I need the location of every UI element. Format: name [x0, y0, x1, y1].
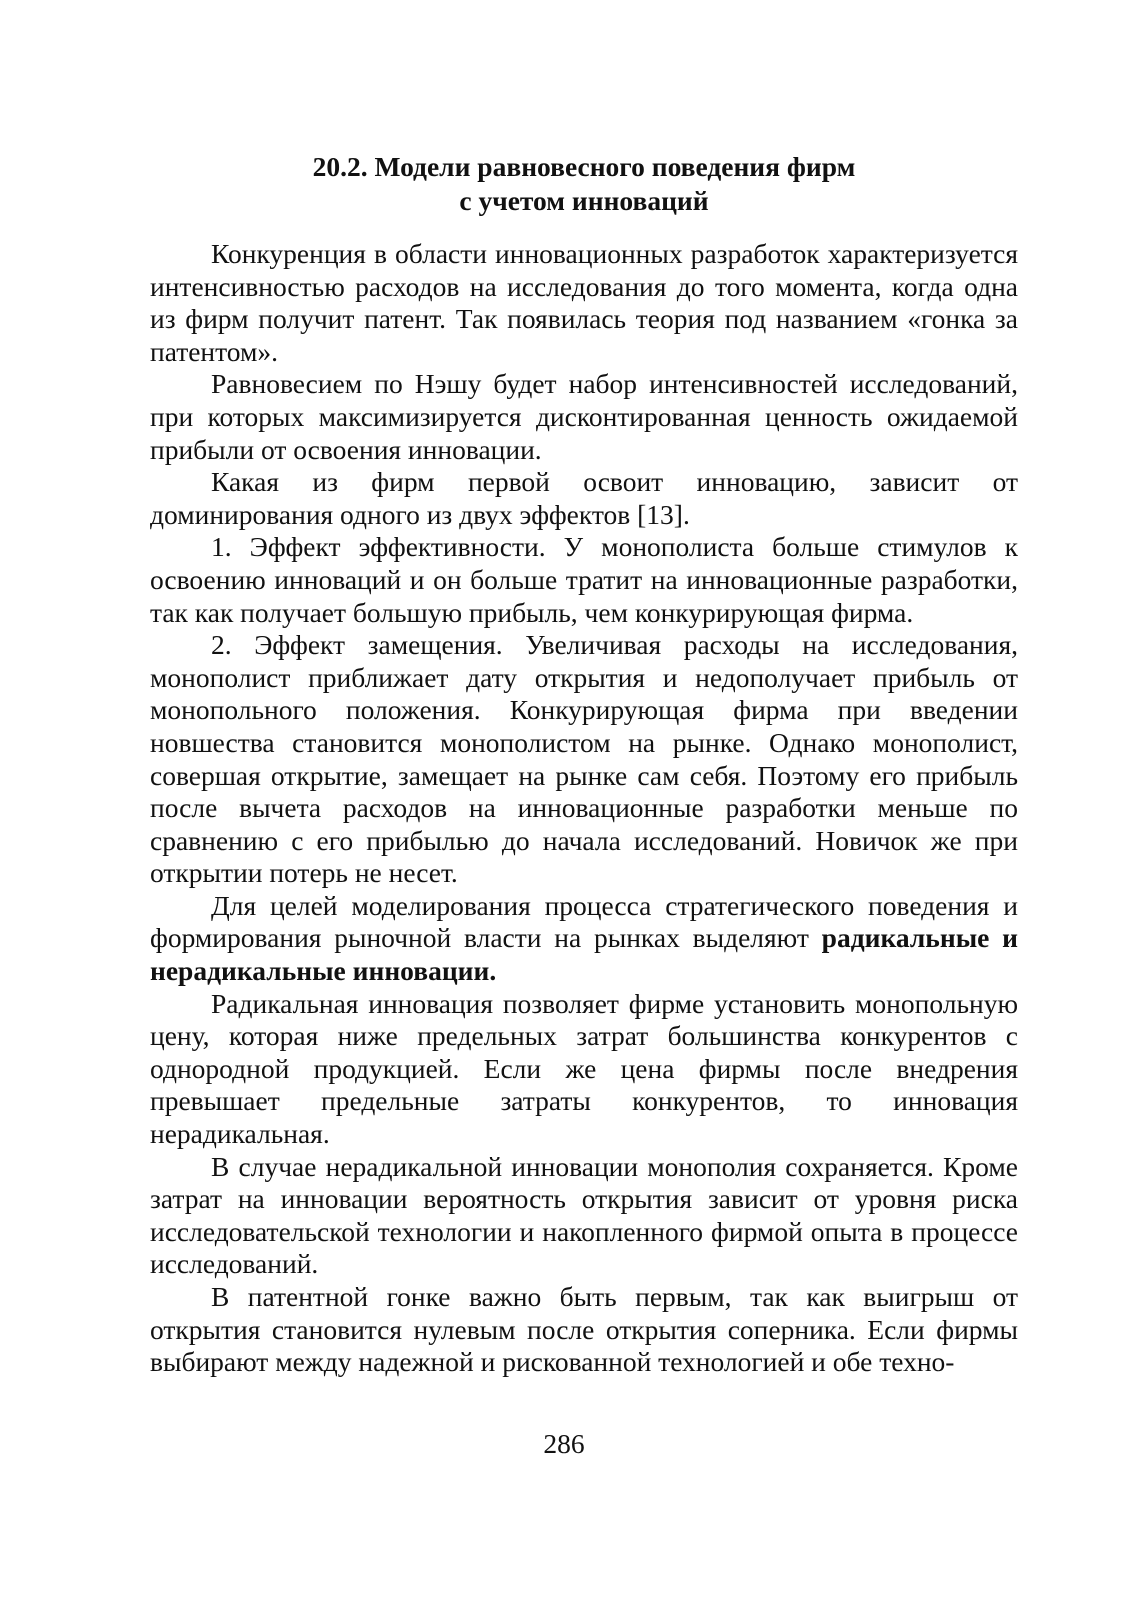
paragraph-modeling-bold-term: радикальные и нерадикальные инновации.	[150, 922, 1019, 987]
paragraph-radical-innovation: Радикальная инновация позволяет фирме установить монопольную цену, которая ниже предельных затрат большинства конкурентов с однородной продукцией. Если же цена фирмы после внедрения превышает предельные затраты конкурентов, то инновация нерадикальная.	[150, 987, 1018, 1150]
paragraph-efficiency-effect: 1. Эффект эффективности. У монополиста больше стимулов к освоению инноваций и он больше тратит на инновационные разработки, так как получает большую прибыль, чем конкурирующая фирма.	[150, 531, 1018, 628]
section-heading	[150, 150, 1018, 218]
body-text	[150, 238, 1018, 1379]
paragraph-patent-race: Конкуренция в области инновационных разработок характеризуется интенсивностью расходов на исследования до того момента, когда одна из фирм получит патент. Так появилась теория под названием «гонка за патентом».	[150, 238, 1018, 367]
section-heading-line-1: 20.2. Модели равновесного поведения фирм	[312, 151, 856, 182]
paragraph-modeling	[150, 890, 1018, 988]
page-number: 286	[543, 1428, 585, 1459]
paragraph-two-effects: Какая из фирм первой освоит инновацию, зависит от доминирования одного из двух эффектов [13].	[150, 466, 1018, 530]
paragraph-nash-equilibrium: Равновесием по Нэшу будет набор интенсивностей исследований, при которых максимизируется дисконтированная ценность ожидаемой прибыли от освоения инновации.	[150, 368, 1018, 465]
paragraph-patent-race-first: В патентной гонке важно быть первым, так как выигрыш от открытия становится нулевым после открытия соперника. Если фирмы выбирают между надежной и рискованной технологией и обе техно-	[150, 1281, 1018, 1378]
paragraph-modeling-text: Для целей моделирования процесса стратегического поведения и формирования рыночной власти на рынках выделяют	[150, 889, 1018, 954]
paragraph-non-radical-innovation: В случае нерадикальной инновации монополия сохраняется. Кроме затрат на инновации вероятность открытия зависит от уровня риска исследовательской технологии и накопленного фирмой опыта в процессе исследований.	[150, 1150, 1018, 1280]
paragraph-replacement-effect: 2. Эффект замещения. Увеличивая расходы на исследования, монополист приближает дату открытия и недополучает прибыль от монопольного положения. Конкурирующая фирма при введении новшества становится монополистом на рынке. Однако монополист, совершая открытие, замещает на рынке сам себя. Поэтому его прибыль после вычета расходов на инновационные разработки меньше по сравнению с его прибылью до начала исследований. Новичок же при открытии потерь не несет.	[150, 629, 1018, 889]
section-heading-line-2: с учетом инноваций	[459, 185, 709, 216]
